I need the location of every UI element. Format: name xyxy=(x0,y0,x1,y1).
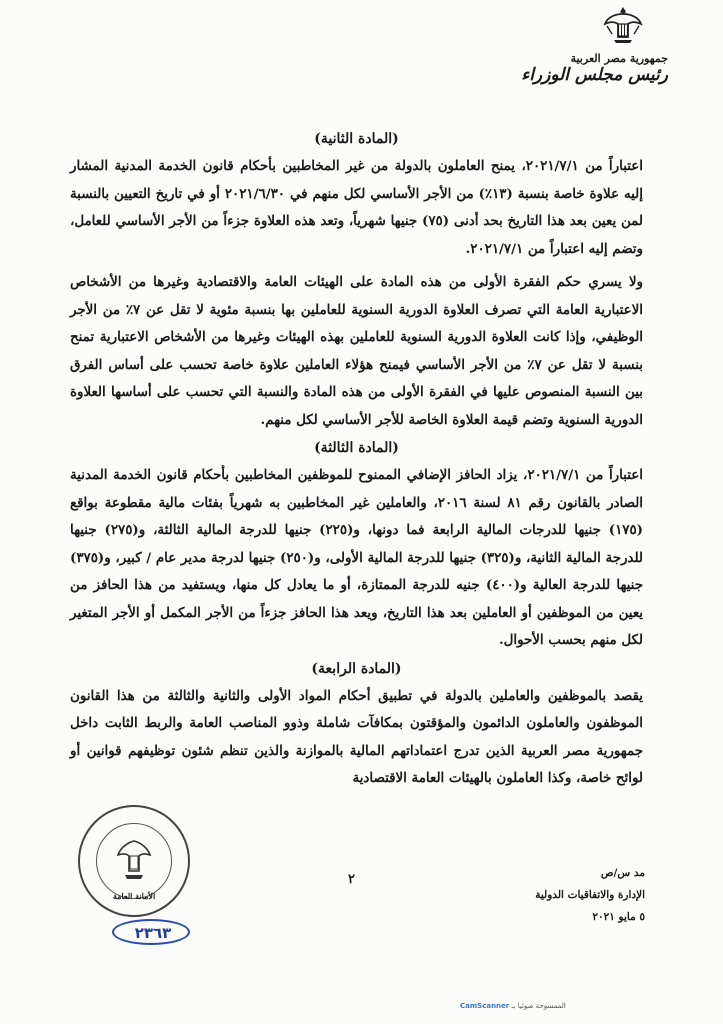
scanner-brand: CamScanner xyxy=(460,1002,510,1010)
article-3-title: (المادة الثالثة) xyxy=(314,440,399,456)
footer-initials: مد س/ص xyxy=(600,867,645,879)
article-4-paragraph-1: يقصد بالموظفين والعاملين بالدولة في تطبيق أحكام المواد الأولى والثانية والثالثة من هذا القانون الموظفون والعاملون الدائمون والمؤقتون بمكافآت شاملة وذوو المناصب العامة والربط الثابت داخل جمهورية مصر العربية الذين تدرج اعتماداتهم المالية بالموازنة والذين تنظم شئون توظيفهم قوانين أو لوائح خاصة، وكذا العاملون بالهيئات العامة الاقتصادية xyxy=(70,687,643,786)
seal-label: الأمانة العامة xyxy=(112,891,156,901)
footer-date: ٥ مايو ٢٠٢١ xyxy=(592,911,645,923)
official-seal xyxy=(78,805,190,917)
eagle-emblem-icon xyxy=(602,4,644,46)
page-number: ٢ xyxy=(348,872,355,887)
scanner-text: الممسوحة ضوئيا بـ xyxy=(511,1002,566,1010)
letterhead-office: رئيس مجلس الوزراء xyxy=(521,65,668,85)
article-2-paragraph-2: ولا يسري حكم الفقرة الأولى من هذه المادة على الهيئات العامة والاقتصادية وغيرها من الأشخاص الاعتبارية العامة التي تصرف العلاوة الدورية السنوية للعاملين بها بنسبة مئوية لا تقل عن ٧٪ من الأجر الوظيفي، وإذا كانت العلاوة الدورية السنوية للعاملين بهذه الهيئات وغيرها من الأشخاص الاعتبارية تمنح بنسبة لا تقل عن ٧٪ من الأجر الأساسي فيمنح هؤلاء العاملين علاوة خاصة تحسب على أساس الفرق بين النسبة المنصوص عليها في الفقرة الأولى من هذه المادة والنسبة التي تحسب على أساسها العلاوة الدورية السنوية وتضم قيمة العلاوة الخاصة للأجر الأساسي لكل منهم. xyxy=(70,274,643,428)
scanner-watermark xyxy=(460,1002,566,1010)
article-2-paragraph-1: اعتباراً من ٢٠٢١/٧/١، يمنح العاملون بالدولة من غير المخاطبين بأحكام قانون الخدمة المدنية المشار إليه علاوة خاصة بنسبة (١٣٪) من الأجر الأساسي لكل منهم في ٢٠٢١/٦/٣٠ أو في تاريخ التعيين بالنسبة لمن يعين بعد هذا التاريخ بحد أدنى (٧٥) جنيها شهرياً، وتعد هذه العلاوة جزءاً من الأجر الأساسي للعامل، وتضم إليه اعتباراً من ٢٠٢١/٧/١. xyxy=(70,158,643,257)
letterhead xyxy=(521,4,668,85)
article-3-paragraph-1: اعتباراً من ٢٠٢١/٧/١، يزاد الحافز الإضافي الممنوح للموظفين المخاطبين بأحكام قانون الخدمة المدنية الصادر بالقانون رقم ٨١ لسنة ٢٠١٦، والعاملين غير المخاطبين به شهرياً بفئات مالية مقطوعة بواقع (١٧٥) جنيها للدرجات المالية الرابعة فما دونها، و(٢٢٥) جنيها للدرجة المالية الثالثة، و(٢٧٥) جنيها للدرجة المالية الثانية، و(٣٢٥) جنيها للدرجة المالية الأولى، و(٢٥٠) جنيها لدرجة مدير عام / كبير، و(٣٧٥) جنيها للدرجة العالية و(٤٠٠) جنيه للدرجة الممتازة، أو ما يعادل كل منها، ويستفيد من هذا الحافز من يعين من الموظفين أو العاملين بعد هذا التاريخ، ويعد هذا الحافز جزءاً من الأجر المكمل أو الأجر المتغير لكل منهم بحسب الأحوال. xyxy=(70,467,643,648)
letterhead-country: جمهورية مصر العربية xyxy=(570,52,668,65)
footer-department: الإدارة والاتفاقيات الدولية xyxy=(535,889,645,901)
document-body xyxy=(70,125,643,793)
stamp-number: ٢٣٦٣ xyxy=(134,924,172,942)
footer-reference xyxy=(485,862,645,928)
article-2-title: (المادة الثانية) xyxy=(314,131,399,147)
seal-eagle-icon xyxy=(114,837,154,883)
article-4-title: (المادة الرابعة) xyxy=(311,660,402,677)
